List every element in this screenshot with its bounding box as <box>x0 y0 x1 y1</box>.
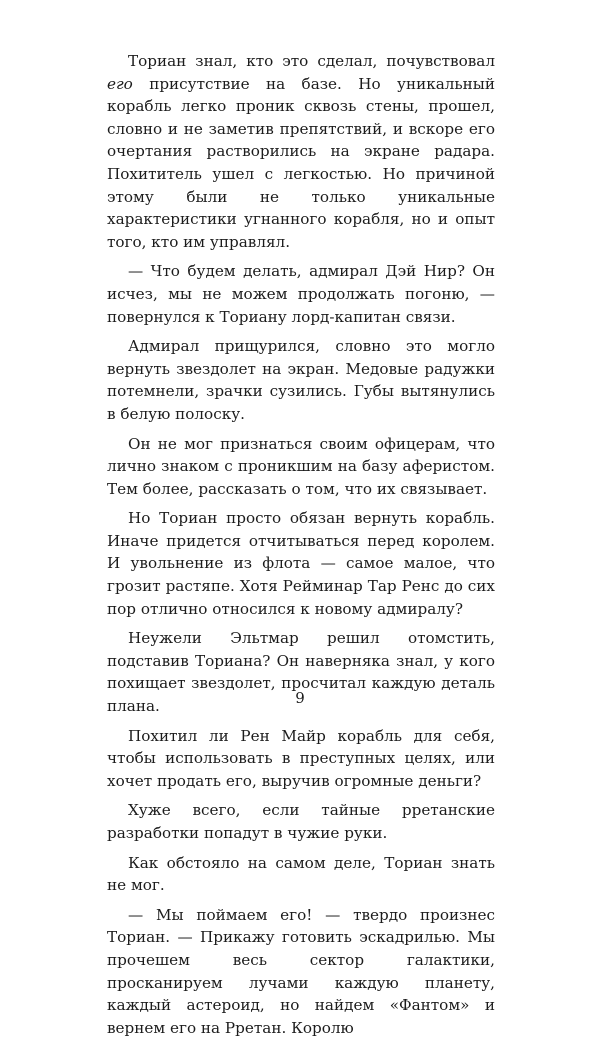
paragraph-9-text: Как обстояло на самом деле, Ториан знать не мог. <box>107 853 495 895</box>
paragraph-10 <box>107 904 495 1039</box>
paragraph-2-text: — Что будем делать, адмирал Дэй Нир? Он исчез, мы не можем продолжать погоню, — повернулся к Ториану лорд-капитан связи. <box>107 262 495 326</box>
paragraph-8-text: Хуже всего, если тайные рретанские разработки попадут в чужие руки. <box>107 801 495 842</box>
paragraph-1-text-cont: присутствие на базе. Но уникальный корабль легко проник сквозь стены, прошел, словно и не заметив препятствий, и вскоре его очертания растворились на экране радара. Похититель ушел с легкостью. Но причиной этому были не только уникальные характеристики угнанного корабля, но и опыт того, кто им управлял. <box>107 74 495 251</box>
paragraph-5-text: Но Ториан просто обязан вернуть корабль. Иначе придется отчитываться перед королем. И увольнение из флота — самое малое, что грозит растяпе. Хотя Рейминар Тар Ренс до сих пор отлично относился к новому адмиралу? <box>107 509 495 618</box>
paragraph-6-text: Неужели Эльтмар решил отомстить, подставив Ториана? Он наверняка знал, у кого похищает звездолет, просчитал каждую деталь плана. <box>107 629 495 716</box>
paragraph-7 <box>107 725 495 793</box>
paragraph-1-text: Ториан знал, кто это сделал, почувствовал <box>128 52 495 70</box>
paragraph-9 <box>107 852 495 897</box>
page-number: 9 <box>295 689 305 707</box>
paragraph-1-emphasis: его <box>107 74 133 93</box>
paragraph-1 <box>107 50 495 253</box>
body-text <box>107 50 495 1039</box>
paragraph-2 <box>107 260 495 328</box>
paragraph-7-text: Похитил ли Рен Майр корабль для себя, чтобы использовать в преступных целях, или хочет продать его, выручив огромные деньги? <box>107 726 495 790</box>
paragraph-5 <box>107 507 495 620</box>
paragraph-4 <box>107 433 495 501</box>
paragraph-3-text: Адмирал прищурился, словно это могло вернуть звездолет на экран. Медовые радужки потемнели, зрачки сузились. Губы вытянулись в белую полоску. <box>107 337 495 423</box>
paragraph-3 <box>107 335 495 425</box>
paragraph-10-text: — Мы поймаем его! — твердо произнес Ториан. — Прикажу готовить эскадрилью. Мы прочешем весь сектор галактики, просканируем лучами каждую планету, каждый астероид, но найдем «Фантом» и вернем его на Рретан. Королю <box>107 905 495 1037</box>
paragraph-8 <box>107 799 495 844</box>
paragraph-4-text: Он не мог признаться своим офицерам, что лично знаком с проникшим на базу аферистом. Тем более, рассказать о том, что их связывает. <box>107 434 495 498</box>
